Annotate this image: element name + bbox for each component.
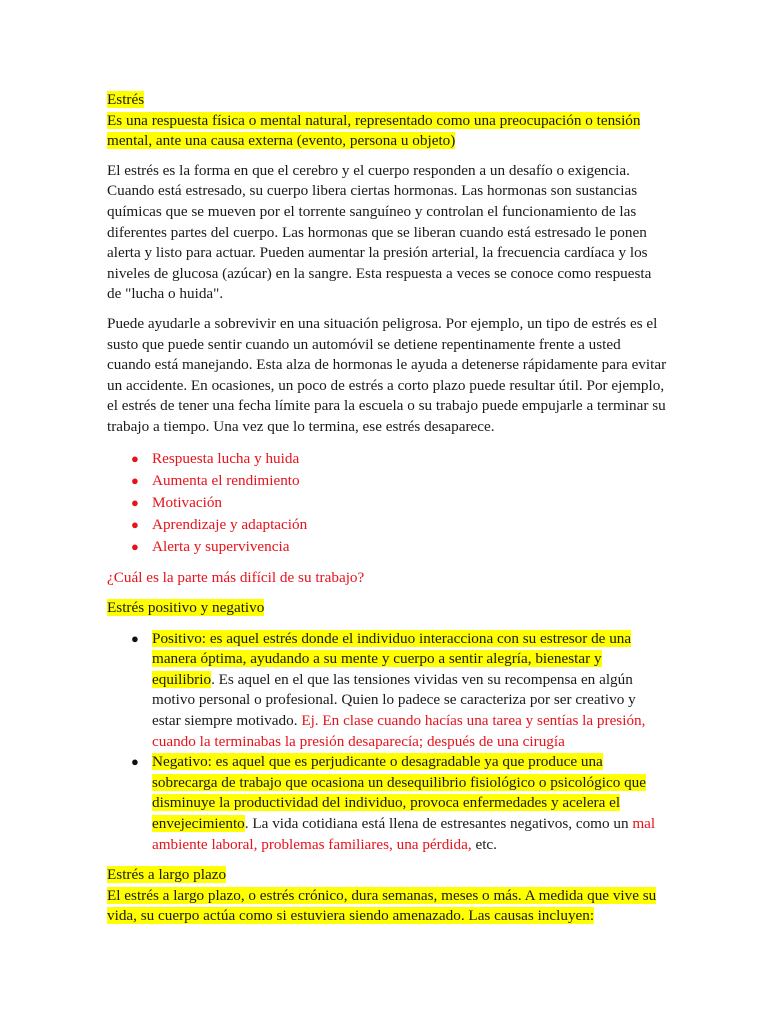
list-item-positive [107,629,667,753]
bullet-icon: ● [131,754,139,770]
long-term-paragraph [107,886,667,927]
long-term-highlight: El estrés a largo plazo, o estrés crónico, dura semanas, meses o más. A medida que vive su vida, su cuerpo actúa como si estuviera siendo amenazado. Las causas incluyen: [107,886,657,925]
positive-text: . Es aquel en el que las tensiones vividas ven su recompensa en algún motivo personal o profesional. Quien lo padece se caracteriza por ser creativo y estar siempre motivado. [152,670,636,730]
section-title-estres [107,90,667,111]
bullet-icon: ● [131,516,139,532]
list-item [107,448,667,470]
list-item-negative [107,752,667,855]
heading-long-term [107,865,667,886]
benefits-list [107,448,667,558]
list-item [107,536,667,558]
list-item [107,492,667,514]
question-text: ¿Cuál es la parte más difícil de su trabajo? [107,568,365,586]
negative-text: . La vida cotidiana está llena de estresantes negativos, como un [244,815,633,833]
heading-posneg-highlight: Estrés positivo y negativo [107,599,265,617]
bullet-icon: ● [131,538,139,554]
document-body [107,90,667,927]
list-item-text: Motivación [152,493,223,511]
negative-end: etc. [471,835,497,853]
list-item-text: Alerta y supervivencia [152,537,290,555]
bullet-icon: ● [131,450,139,466]
list-item-text: Respuesta lucha y huida [152,449,300,467]
list-item [107,470,667,492]
positive-highlight: Positivo: es aquel estrés donde el individuo interacciona con su estresor de una manera óptima, ayudando a su mente y cuerpo a sentir alegría, bienestar y equilibrio [152,629,632,688]
posneg-list [107,629,667,856]
paragraph-2: Puede ayudarle a sobrevivir en una situación peligrosa. Por ejemplo, un tipo de estrés es el susto que puede sentir cuando un automóvil se detiene repentinamente frente a usted cuando está manejando. Esta alza de hormonas le ayuda a detenerse rápidamente para evitar un accidente. En ocasiones, un poco de estrés a corto plazo puede resultar útil. Por ejemplo, el estrés de tener una fecha límite para la escuela o su trabajo puede empujarle a terminar su trabajo a tiempo. Una vez que lo termina, ese estrés desaparece. [107,314,667,435]
bullet-icon: ● [131,630,139,646]
title-highlight: Estrés [107,91,145,108]
heading-long-highlight: Estrés a largo plazo [107,866,227,884]
heading-positive-negative [107,598,667,619]
negative-example: mal ambiente laboral, problemas familiares, una pérdida, [152,815,656,853]
paragraph-1: El estrés es la forma en que el cerebro y el cuerpo responden a un desafío o exigencia. Cuando está estresado, su cuerpo libera ciertas hormonas. Las hormonas son sustancias químicas que se mueven por el torrente sanguíneo y controlan el funcionamiento de las diferentes partes del cuerpo. Las hormonas que se liberan cuando está estresado le ponen alerta y listo para actuar. Pueden aumentar la presión arterial, la frecuencia cardíaca y los niveles de glucosa (azúcar) en la sangre. Esta respuesta a veces se conoce como respuesta de "lucha o huida". [107,161,652,303]
definition-paragraph [107,111,667,152]
negative-highlight: Negativo: es aquel que es perjudicante o desagradable ya que produce una sobrecarga de trabajo que ocasiona un desequilibrio fisiológico o psicológico que disminuye la productividad del individuo, provoca enfermedades y acelera el envejecimiento [152,753,647,833]
list-item-text: Aumenta el rendimiento [152,471,300,489]
definition-highlight: Es una respuesta física o mental natural, representado como una preocupación o tensión mental, ante una causa externa (evento, persona u objeto) [107,111,641,150]
list-item-text: Aprendizaje y adaptación [152,515,308,533]
list-item [107,514,667,536]
positive-example: Ej. En clase cuando hacías una tarea y sentías la presión, cuando la terminabas la presión desaparecía; después de una cirugía [152,712,646,750]
bullet-icon: ● [131,472,139,488]
bullet-icon: ● [131,494,139,510]
